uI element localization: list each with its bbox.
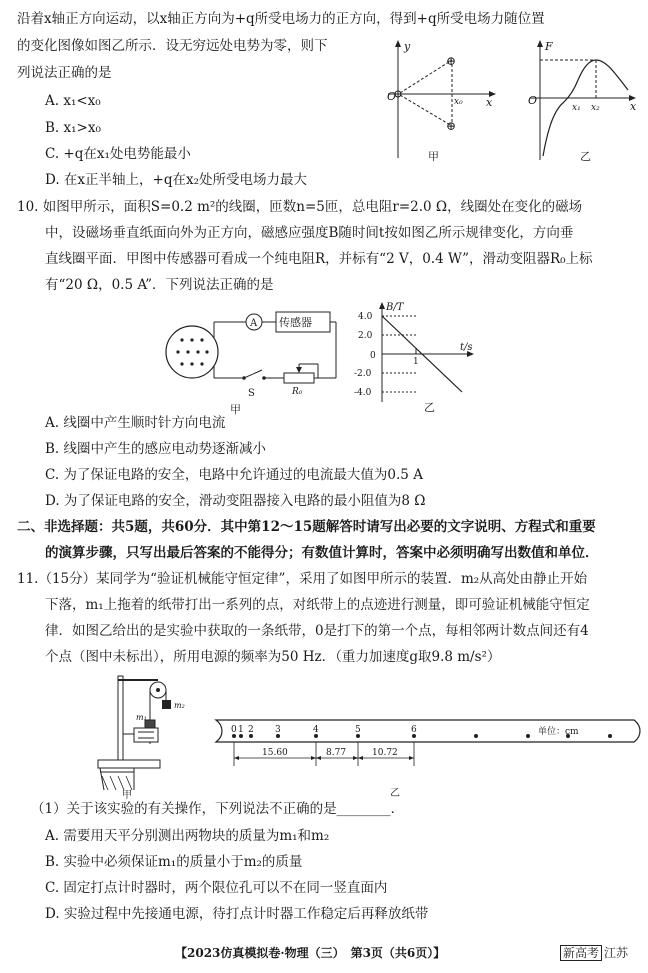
q10-jia-rheostat: R₀: [292, 387, 303, 397]
q9-figure-yi: [524, 38, 642, 166]
tape-d2: 8.77: [326, 748, 347, 758]
q9-yi-x1: x₁: [572, 103, 581, 113]
q11-option-c: C. 固定打点计时器时，两个限位孔可以不在同一竖直面内: [45, 880, 388, 896]
q10-jia-label: 甲: [230, 403, 241, 416]
section2-line-2: 的演算步骤，只写出最后答案的不能得分；有数值计算时，答案中必须明确写出数值和单位．: [45, 545, 599, 561]
q10-option-b: B. 线圈中产生的感应电动势逐渐减小: [45, 441, 267, 457]
q9-yi-axis-y: F: [545, 40, 553, 53]
q10-line-1: 10. 如图甲所示，面积S=0.2 m²的线圈，匝数n=5匝，总电阻r=2.0 Ω，线圈处在变化的磁场: [17, 199, 583, 215]
q11-jia-label: 甲: [122, 790, 132, 801]
q11-figure-jia: [90, 672, 200, 801]
tape-point-2: 2: [248, 725, 254, 735]
q10-line-2: 中，设磁场垂直纸面向外为正方向，磁感应强度B随时间t按如图乙所示规律变化，方向垂: [45, 225, 574, 241]
q10-figure-yi: [352, 298, 482, 416]
q10-option-a: A. 线圈中产生顺时针方向电流: [45, 415, 226, 431]
q9-line-2: 的变化图像如图乙所示．设无穷远处电势为零，则下: [17, 38, 328, 54]
tape-unit: 单位：cm: [538, 727, 579, 737]
q11-figure-yi: [208, 714, 644, 800]
q9-jia-axis-y: y: [404, 40, 411, 53]
q10-yi-tick-m4: -4.0: [354, 388, 372, 398]
q9-option-b: B. x₁>x₀: [45, 120, 101, 136]
q10-line-3: 直线圈平面．甲图中传感器可看成一个纯电阻R，并标有“2 V，0.4 W”，滑动变阻器R₀上标: [45, 251, 593, 267]
q9-option-a: A. x₁<x₀: [45, 93, 101, 109]
q10-yi-label: 乙: [424, 401, 435, 414]
q10-yi-axis-y: B/T: [386, 302, 404, 313]
tape-point-4: 4: [313, 725, 319, 735]
q11-jia-m1: m₁: [136, 713, 147, 722]
q11-jia-m2: m₂: [174, 701, 185, 710]
q11-option-b: B. 实验中必须保证m₁的质量小于m₂的质量: [45, 854, 303, 870]
q10-yi-tick-0: 0: [370, 351, 376, 361]
q9-yi-label: 乙: [580, 150, 591, 163]
tape-label: 乙: [390, 788, 400, 799]
tape-d3: 10.72: [372, 748, 398, 758]
q9-yi-axis-x: x: [630, 100, 637, 113]
q11-line-1: 11.（15分）某同学为“验证机械能守恒定律”，采用了如图甲所示的装置．m₂从高处由静止开始: [17, 571, 588, 587]
q10-option-c: C. 为了保证电路的安全，电路中允许通过的电流最大值为0.5 A: [45, 467, 423, 483]
q9-option-c: C. +q在x₁处电势能最小: [45, 146, 191, 162]
q11-option-d: D. 实验过程中先接通电源，待打点计时器工作稳定后再释放纸带: [45, 906, 429, 922]
q10-line-4: 有“20 Ω，0.5 A”．下列说法正确的是: [45, 277, 274, 293]
q11-line-4: 个点（图中未标出），所用电源的频率为50 Hz．（重力加速度g取9.8 m/s²）: [45, 649, 501, 665]
q10-yi-tick-4: 4.0: [358, 312, 373, 322]
q10-yi-tick-2: 2.0: [358, 331, 373, 341]
q10-yi-axis-x: t/s: [460, 342, 473, 353]
tape-d1: 15.60: [262, 748, 288, 758]
tape-point-1: 1: [238, 725, 244, 735]
q10-jia-sensor: 传感器: [279, 316, 312, 329]
q10-jia-switch: S: [248, 388, 255, 399]
section2-line-1: 二、非选择题：共5题，共60分．其中第12～15题解答时请写出必要的文字说明、方程式和重要: [17, 519, 596, 535]
q9-line-1: 沿着x轴正方向运动，以x轴正方向为+q所受电场力的正方向，得到+q所受电场力随位置: [17, 11, 545, 27]
q9-jia-plus-top: ⊕: [446, 54, 457, 68]
q9-yi-x2: x₂: [591, 103, 600, 113]
q9-jia-plus-bottom: ⊕: [446, 119, 457, 133]
q9-jia-axis-x: x: [486, 96, 493, 109]
footer-badge: [560, 944, 628, 961]
q9-jia-origin: O: [387, 90, 397, 103]
q10-option-d: D. 为了保证电路的安全，滑动变阻器接入电路的最小阻值为8 Ω: [45, 493, 426, 509]
q10-yi-tick-m2: -2.0: [354, 369, 372, 379]
tape-point-6: 6: [411, 725, 417, 735]
q9-jia-x0: x₀: [454, 97, 463, 107]
q11-line-3: 律．如图乙给出的是实验中获取的一条纸带，0是打下的第一个点，每相邻两计数点间还有4: [45, 623, 589, 639]
q9-option-d: D. 在x正半轴上，+q在x₂处所受电场力最大: [45, 172, 308, 188]
q11-option-a: A. 需要用天平分别测出两物块的质量为m₁和m₂: [45, 828, 330, 844]
footer-brand: 新高考: [560, 945, 602, 961]
q10-figure-jia: [160, 300, 340, 418]
tape-point-5: 5: [355, 725, 361, 735]
footer-region: 江苏: [604, 946, 629, 960]
q9-yi-origin: O: [528, 94, 538, 107]
tape-point-0: 0: [231, 725, 237, 735]
page-footer: 【2023仿真模拟卷·物理（三） 第3页（共6页）】: [175, 946, 446, 960]
tape-point-3: 3: [275, 725, 281, 735]
q11-sub1: （1）关于该实验的有关操作，下列说法不正确的是________．: [31, 801, 405, 817]
q9-jia-label: 甲: [428, 150, 439, 163]
q11-line-2: 下落，m₁上拖着的纸带打出一系列的点，对纸带上的点迹进行测量，即可验证机械能守恒定: [45, 597, 590, 613]
q10-jia-ammeter: A: [250, 318, 258, 329]
q9-figure-jia: [388, 38, 500, 166]
q9-line-3: 列说法正确的是: [17, 65, 112, 81]
q10-yi-t1: 1: [413, 357, 419, 367]
